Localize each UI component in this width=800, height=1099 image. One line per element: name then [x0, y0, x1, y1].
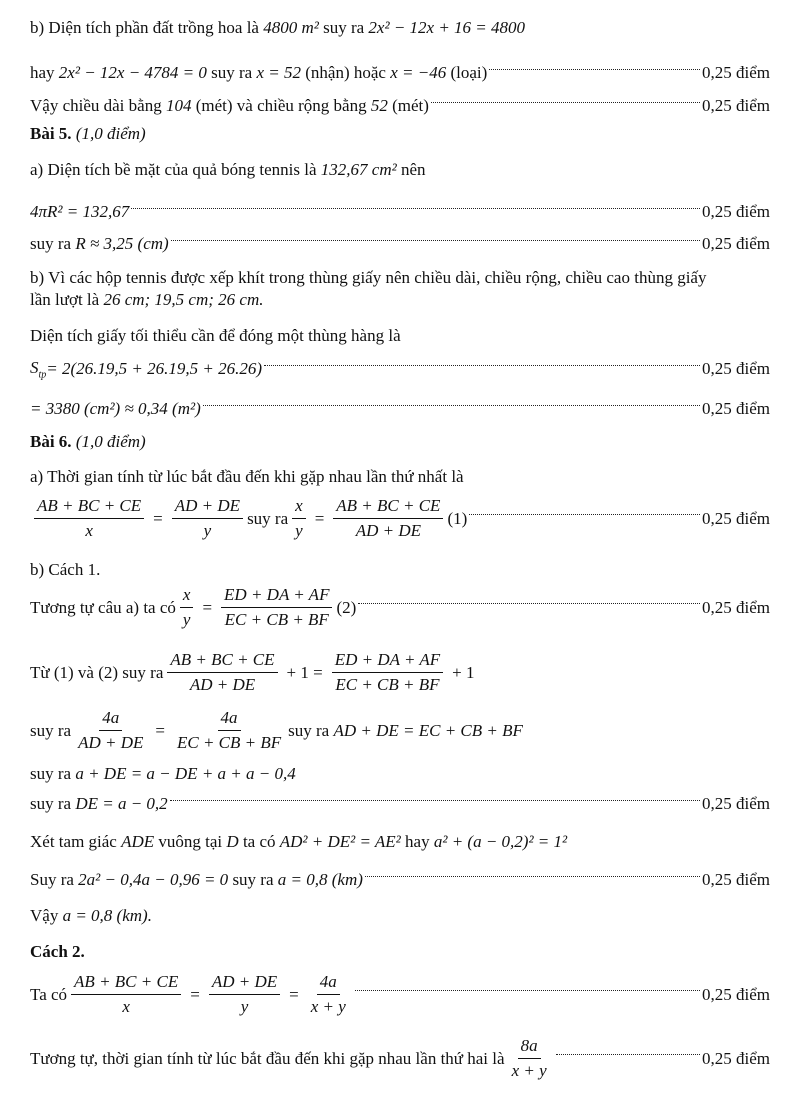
fraction: $\frac{4a}{AD + DE}$	[78, 708, 144, 752]
section-heading-bai6: Bài 6. (1,0 điểm)	[30, 432, 146, 451]
fraction: $\frac{AD + DE}{y}$	[172, 496, 243, 541]
line-paper-area: Diện tích giấy tối thiểu cần để đóng một thùng hàng là	[30, 326, 401, 345]
fraction: $\frac{x}{y}$	[292, 496, 306, 541]
line-radius: suy ra R ≈ 3,25 (cm) 0,25 điểm	[30, 234, 770, 253]
fraction: $\frac{ED + DA + AF}{EC + CB + BF}$	[221, 585, 332, 630]
fraction: $\frac{AD + DE}{y}$	[209, 972, 280, 1017]
line-box-text: b) Vì các hộp tennis được xếp khít trong thùng giấy nên chiều dài, chiều rộng, chiều cao thùng giấy	[30, 268, 707, 287]
dot-leader	[489, 69, 700, 70]
dot-leader	[431, 102, 700, 103]
line-4a: suy ra $\frac{4a}{AD + DE}$ = $\frac{4a}{EC + CB + BF}$ suy ra AD + DE = EC + CB + BF	[30, 708, 523, 752]
line-de: suy ra DE = a − 0,2 0,25 điểm	[30, 794, 770, 813]
line-combine: Từ (1) và (2) suy ra $\frac{AB + BC + CE}{AD + DE}$ + 1 = $\frac{ED + DA + AF}{EC + CB + BF}$ + 1	[30, 650, 475, 694]
math: x = 52	[256, 63, 302, 82]
line-ratio-1: $\frac{AB + BC + CE}{x}$ = $\frac{AD + DE}{y}$ suy ra $\frac{x}{y}$ = $\frac{AB + BC + CE}{AD + DE}$ (1) 0,25 điểm	[30, 496, 770, 541]
dot-leader	[264, 365, 700, 366]
fraction: $\frac{AB + BC + CE}{AD + DE}$	[167, 650, 277, 695]
math: x = −46	[390, 63, 447, 82]
line-time-first: a) Thời gian tính từ lúc bắt đầu đến khi gặp nhau lần thứ nhất là	[30, 467, 464, 486]
line-surface-area: a) Diện tích bề mặt của quả bóng tennis là 132,67 cm² nên	[30, 160, 426, 179]
fraction: $\frac{8a}{x + y}$	[511, 1036, 547, 1080]
line-dimensions: Vậy chiều dài bằng 104 (mét) và chiều rộng bằng 52 (mét) 0,25 điểm	[30, 96, 770, 115]
dot-leader	[469, 514, 700, 515]
math: 2x² − 12x − 4784 = 0	[58, 63, 207, 82]
line-time-second: Tương tự, thời gian tính từ lúc bắt đầu đến khi gặp nhau lần thứ hai là $\frac{8a}{x + y}$ 0,25 điểm	[30, 1036, 770, 1080]
fraction: $\frac{ED + DA + AF}{EC + CB + BF}$	[332, 650, 443, 695]
line-stp-result: = 3380 (cm²) ≈ 0,34 (m²) 0,25 điểm	[30, 399, 770, 418]
line-cach2: Cách 2.	[30, 942, 85, 961]
math: 2x² − 12x + 16 = 4800	[368, 18, 526, 37]
fraction: $\frac{AB + BC + CE}{x}$	[71, 972, 181, 1017]
line-sphere-formula: 4πR² = 132,67 0,25 điểm	[30, 202, 770, 221]
line-solve-x: hay 2x² − 12x − 4784 = 0 suy ra x = 52 (nhận) hoặc x = −46 (loại) 0,25 điểm	[30, 63, 770, 82]
dot-leader	[355, 990, 700, 991]
dot-leader	[556, 1054, 700, 1055]
fraction: $\frac{4a}{EC + CB + BF}$	[176, 708, 282, 752]
dot-leader	[170, 800, 700, 801]
line-area-equation: b) Diện tích phần đất trồng hoa là 4800 m² suy ra 2x² − 12x + 16 = 4800	[30, 18, 526, 37]
line-ratio-3: Ta có $\frac{AB + BC + CE}{x}$ = $\frac{AD + DE}{y}$ = $\frac{4a}{x + y}$ 0,25 điểm	[30, 972, 770, 1016]
line-cach1: b) Cách 1.	[30, 560, 101, 579]
fraction: $\frac{x}{y}$	[180, 585, 194, 630]
line-a-de: suy ra a + DE = a − DE + a + a − 0,4	[30, 764, 296, 783]
points-label: 0,25 điểm	[702, 63, 770, 82]
line-box-dims: lần lượt là 26 cm; 19,5 cm; 26 cm.	[30, 290, 264, 309]
line-quadratic: Suy ra 2a² − 0,4a − 0,96 = 0 suy ra a = 0,8 (km) 0,25 điểm	[30, 870, 770, 889]
line-conclusion: Vậy a = 0,8 (km).	[30, 906, 152, 925]
dot-leader	[358, 603, 700, 604]
dot-leader	[171, 240, 700, 241]
section-heading-bai5: Bài 5. (1,0 điểm)	[30, 124, 146, 143]
fraction: $\frac{AB + BC + CE}{AD + DE}$	[333, 496, 443, 541]
fraction: $\frac{4a}{x + y}$	[310, 972, 346, 1016]
line-ratio-2: Tương tự câu a) ta có $\frac{x}{y}$ = $\frac{ED + DA + AF}{EC + CB + BF}$ (2) 0,25 điểm	[30, 585, 770, 629]
dot-leader	[131, 208, 700, 209]
fraction: $\frac{AB + BC + CE}{x}$	[34, 496, 144, 541]
dot-leader	[365, 876, 700, 877]
dot-leader	[203, 405, 700, 406]
math: 4800 m²	[263, 18, 319, 37]
line-stp-formula: $S_{tp}$ = 2(26.19,5 + 26.19,5 + 26.26) 0,25 điểm	[30, 358, 770, 381]
line-triangle: Xét tam giác ADE vuông tại D ta có AD² + DE² = AE² hay a² + (a − 0,2)² = 1²	[30, 832, 568, 851]
